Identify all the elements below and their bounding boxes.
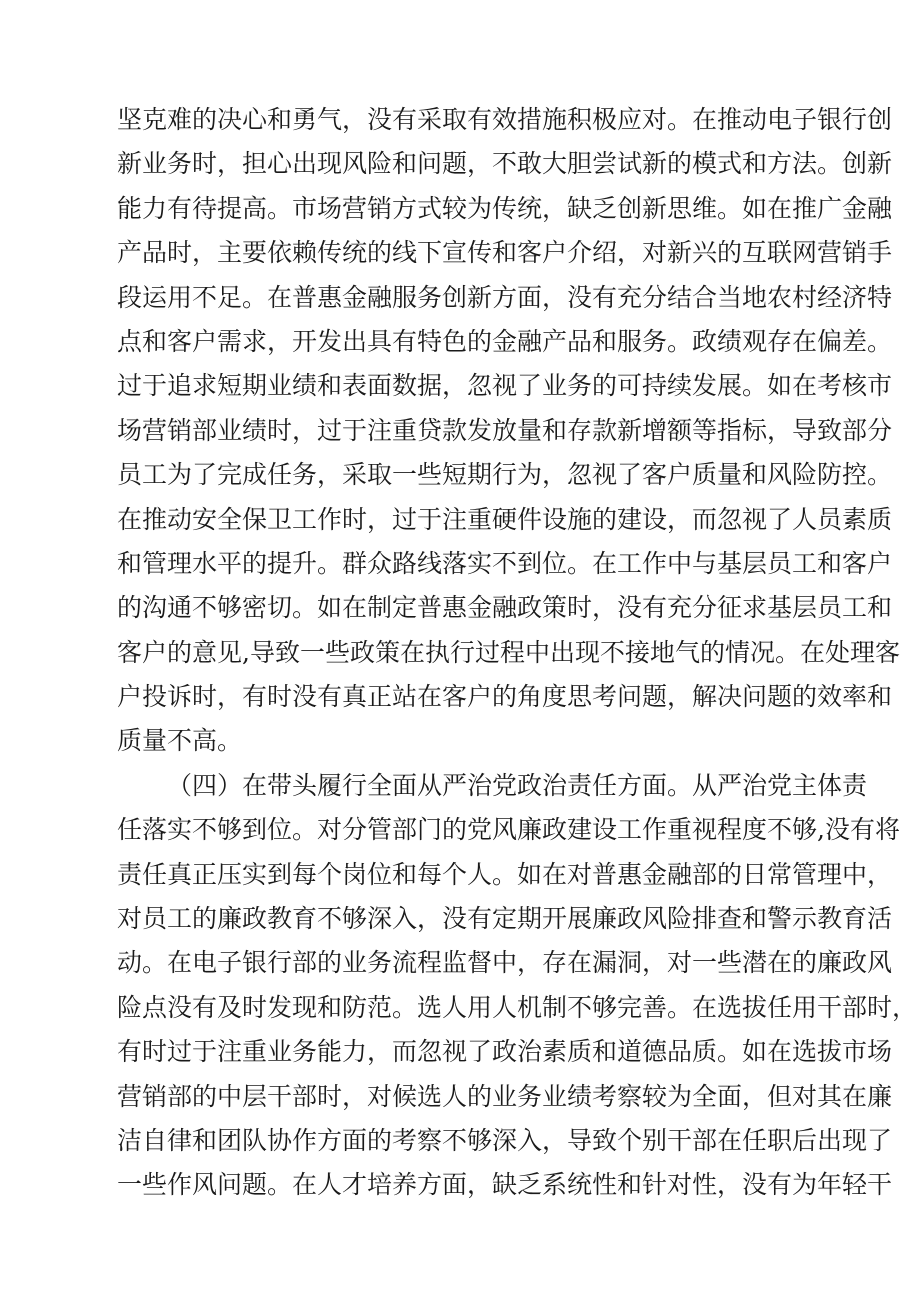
text-line: 责任真正压实到每个岗位和每个人。如在对普惠金融部的日常管理中， — [117, 859, 893, 889]
text-line: 段运用不足。在普惠金融服务创新方面，没有充分结合当地农村经济特 — [117, 282, 893, 312]
text-line: 场营销部业绩时，过于注重贷款发放量和存款新增额等指标，导致部分 — [117, 415, 893, 445]
text-line: 能力有待提高。市场营销方式较为传统，缺乏创新思维。如在推广金融 — [117, 193, 893, 223]
text-line: 在推动安全保卫工作时，过于注重硬件设施的建设，而忽视了人员素质 — [117, 504, 893, 534]
text-line: 营销部的中层干部时，对候选人的业务业绩考察较为全面，但对其在廉 — [117, 1081, 893, 1111]
text-line: 有时过于注重业务能力，而忽视了政治素质和道德品质。如在选拔市场 — [117, 1037, 893, 1067]
text-line: 点和客户需求，开发出具有特色的金融产品和服务。政绩观存在偏差。 — [117, 326, 893, 356]
text-line: 一些作风问题。在人才培养方面，缺乏系统性和针对性，没有为年轻干 — [117, 1170, 893, 1200]
text-line: 险点没有及时发现和防范。选人用人机制不够完善。在选拔任用干部时， — [117, 992, 918, 1022]
text-line: 过于追求短期业绩和表面数据，忽视了业务的可持续发展。如在考核市 — [117, 371, 893, 401]
section-heading-line: （四）在带头履行全面从严治党政治责任方面。从严治党主体责 — [167, 770, 868, 800]
text-line: 产品时，主要依赖传统的线下宣传和客户介绍，对新兴的互联网营销手 — [117, 238, 893, 268]
text-line: 洁自律和团队协作方面的考察不够深入，导致个别干部在任职后出现了 — [117, 1125, 893, 1155]
text-line: 员工为了完成任务，采取一些短期行为，忽视了客户质量和风险防控。 — [117, 460, 893, 490]
paragraph-last-line: 质量不高。 — [117, 726, 243, 756]
text-line: 任落实不够到位。对分管部门的党风廉政建设工作重视程度不够,没有将 — [117, 815, 900, 845]
text-line: 坚克难的决心和勇气，没有采取有效措施积极应对。在推动电子银行创 — [117, 105, 893, 134]
text-line: 新业务时，担心出现风险和问题，不敢大胆尝试新的模式和方法。创新 — [117, 149, 893, 179]
text-line: 客户的意见,导致一些政策在执行过程中出现不接地气的情况。在处理客 — [117, 637, 900, 667]
document-body — [117, 98, 918, 1208]
text-line: 的沟通不够密切。如在制定普惠金融政策时，没有充分征求基层员工和 — [117, 593, 893, 623]
text-line: 户投诉时，有时没有真正站在客户的角度思考问题，解决问题的效率和 — [117, 682, 893, 712]
text-line: 和管理水平的提升。群众路线落实不到位。在工作中与基层员工和客户 — [117, 548, 893, 578]
text-line: 对员工的廉政教育不够深入，没有定期开展廉政风险排查和警示教育活 — [117, 904, 893, 934]
text-line: 动。在电子银行部的业务流程监督中，存在漏洞，对一些潜在的廉政风 — [117, 948, 893, 978]
